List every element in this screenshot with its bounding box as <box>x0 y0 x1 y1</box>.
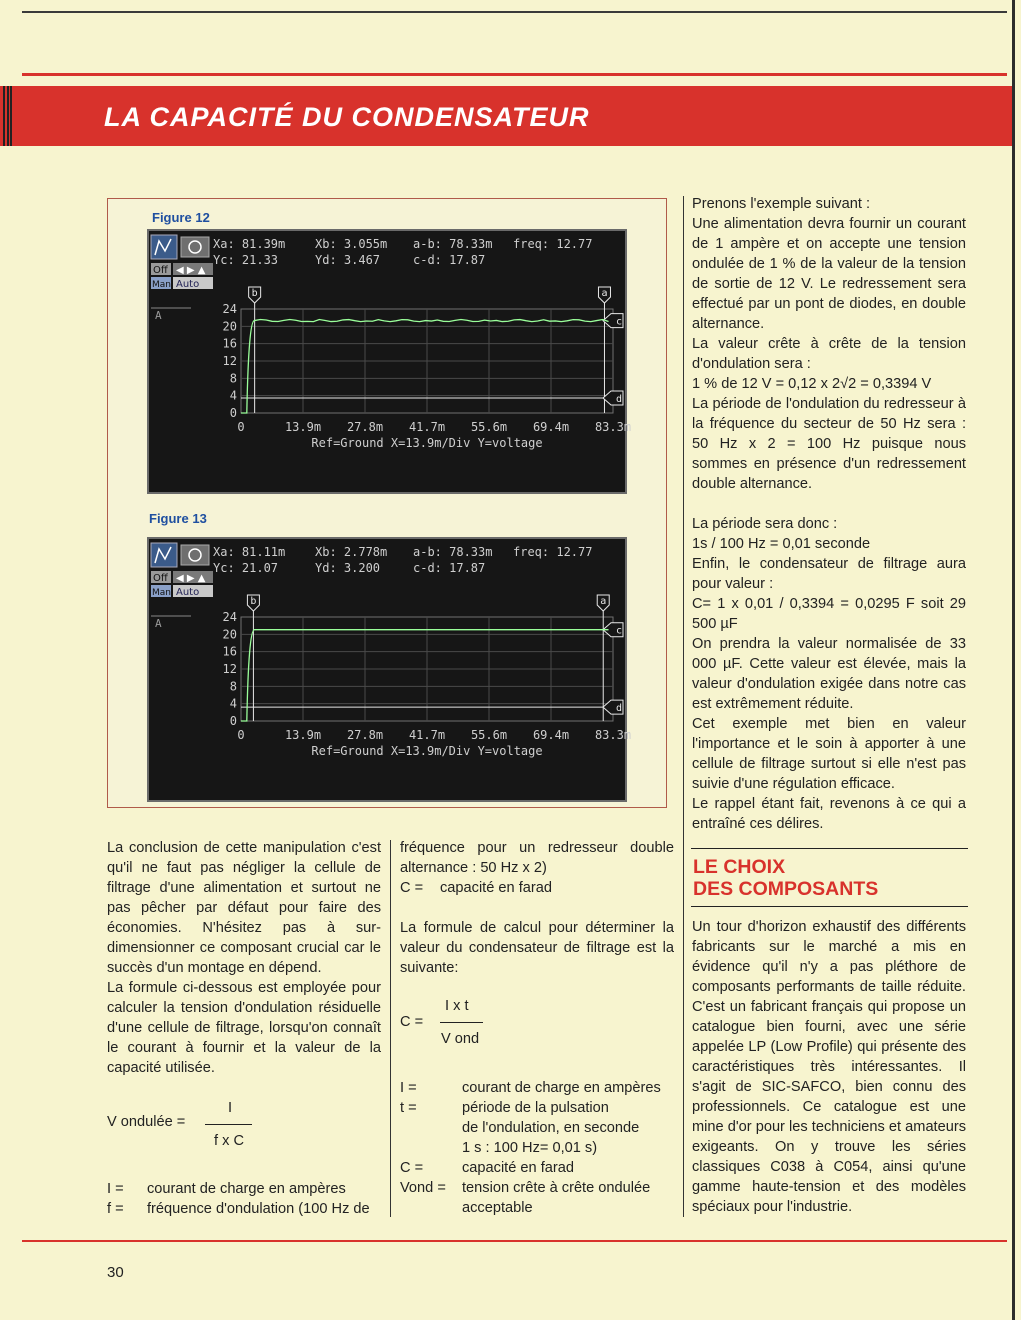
scope-button-label: Off <box>153 573 168 584</box>
right-column-top <box>692 194 966 834</box>
scope-readout: Yd: 3.200 <box>315 561 381 575</box>
def-key: Vond = <box>400 1180 446 1196</box>
scope-cursor-label: a <box>601 288 608 299</box>
scope-x-tick: 27.8m <box>346 420 384 434</box>
def-value: 1 s : 100 Hz= 0,01 s) <box>462 1140 598 1156</box>
top-rule <box>22 11 1007 13</box>
scope-y-tick: 16 <box>222 644 237 659</box>
scope-button-label: Man <box>152 588 171 598</box>
right-paragraph-11: Cet exemple met bien en valeur l'importance et le soin à apporter à une cellule de filtrage surtout si elle n'est pas suivie d'une régulation efficace. <box>692 716 966 792</box>
scope-readout: Yc: 21.07 <box>213 561 279 575</box>
scope-x-tick: 83.3m <box>594 728 632 742</box>
def-value: capacité en farad <box>440 880 552 896</box>
right-paragraph-6: La période sera donc : <box>692 516 838 532</box>
scope-y-tick: 4 <box>229 388 237 403</box>
scope-y-tick: 12 <box>222 354 237 368</box>
scope-readout: Xa: 81.39m <box>213 237 286 251</box>
scope-graph-icon[interactable] <box>151 235 177 259</box>
right-paragraph-3: La valeur crête à crête de la tension d'ondulation sera : <box>692 336 966 372</box>
footer-red-rule <box>22 1240 1007 1242</box>
def-key: f = <box>107 1201 124 1217</box>
def-key: C = <box>400 880 424 896</box>
right-paragraph-9: C= 1 x 0,01 / 0,3394 = 0,0295 F soit 29 500 µF <box>692 596 966 632</box>
def-value: acceptable <box>462 1200 533 1216</box>
scope-graph-icon[interactable] <box>151 543 177 567</box>
title-banner <box>0 86 1015 146</box>
scope-readout: freq: 12.77 <box>513 237 593 251</box>
formula-v-ondulee-lhs: V ondulée = <box>107 1114 186 1130</box>
formula-v-ondulee-denominator: f x C <box>214 1133 244 1149</box>
section-title <box>693 856 878 900</box>
scope-cursor-label: d <box>615 393 623 405</box>
scope-y-tick: 4 <box>229 696 237 711</box>
scope-y-tick: 20 <box>222 319 237 334</box>
scope-readout: freq: 12.77 <box>513 545 593 559</box>
scope-button-label: Man <box>152 280 171 290</box>
right-paragraph-12: Le rappel étant fait, revenons à ce qui a entraîné ces délires. <box>692 796 966 832</box>
def-value: période de la pulsation <box>462 1100 609 1116</box>
scope-y-tick: 16 <box>222 336 237 351</box>
scope-x-tick: 41.7m <box>408 420 446 434</box>
scope-cursor-label: b <box>250 596 257 607</box>
formula-c-lhs: C = <box>400 1014 424 1030</box>
figure-13-label: Figure 13 <box>149 511 207 526</box>
scope-button-label: Auto <box>176 587 200 598</box>
scope-refresh-icon[interactable] <box>181 237 209 257</box>
scope-button-label: Off <box>153 265 168 276</box>
def-value: courant de charge en ampères <box>462 1080 661 1096</box>
right-paragraph-8: Enfin, le condensateur de filtrage aura pour valeur : <box>692 556 966 592</box>
left-column <box>107 838 381 1078</box>
formula-c-numerator: I x t <box>445 998 469 1014</box>
def-key: I = <box>107 1181 124 1197</box>
scope-y-tick: 12 <box>222 662 237 676</box>
def-key: I = <box>400 1080 417 1096</box>
scope-y-tick: 24 <box>222 302 237 316</box>
scope-arrows-icon: ◀ ▶ ▲ <box>176 265 206 276</box>
middle-column <box>400 838 674 978</box>
scope-readout: a-b: 78.33m <box>413 237 493 251</box>
def-value: fréquence d'ondulation (100 Hz de <box>147 1201 370 1217</box>
page-title: LA CAPACITÉ DU CONDENSATEUR <box>104 102 590 132</box>
right-column-bottom <box>692 917 966 1217</box>
scope-button-label: Auto <box>176 279 200 290</box>
scope-x-tick: 0 <box>237 420 245 434</box>
right-paragraph-5: La période de l'ondulation du redresseur à la fréquence du secteur de 50 Hz sera : 50 Hz x 2 = 100 Hz puisque nous sommes en présence d'un redressement double alternance. <box>692 396 966 492</box>
scope-x-tick: 13.9m <box>284 420 322 434</box>
left-paragraph-1: La conclusion de cette manipulation c'est qu'il ne faut pas négliger la cellule de filtrage d'une alimentation et surtout ne pas pêcher par défaut pour faire des économies. N'hésitez pas à sur-dimensionner ce composant crucial car le succès d'un montage en dépend. <box>107 840 381 976</box>
section-title-line-1: LE CHOIX <box>693 856 786 878</box>
scope-cursor-label: c <box>615 316 623 328</box>
formula-v-ondulee-numerator: I <box>228 1100 233 1116</box>
header-red-rule <box>22 73 1007 76</box>
scope-readout: Xa: 81.11m <box>213 545 286 559</box>
section-title-line-2: DES COMPOSANTS <box>693 878 879 900</box>
left-definitions <box>107 1179 387 1219</box>
right-paragraph-7: 1s / 100 Hz = 0,01 seconde <box>692 536 871 552</box>
scope-channel-label: A <box>155 617 162 630</box>
scope-readout: Xb: 3.055m <box>315 237 388 251</box>
scope-cursor-label: b <box>251 288 258 299</box>
scope-readout: Yd: 3.467 <box>315 253 381 267</box>
formula-v-ondulee-fraction-bar <box>205 1124 252 1125</box>
mid-paragraph-2: La formule de calcul pour déterminer la valeur du condensateur de filtrage est la suivante: <box>400 920 674 976</box>
def-key: C = <box>400 1160 424 1176</box>
scope-y-tick: 20 <box>222 627 237 642</box>
scope-y-tick: 24 <box>222 610 237 624</box>
scope-cursor-label: a <box>600 596 607 607</box>
scope-cursor-label: d <box>615 703 623 715</box>
column-divider-right <box>683 196 684 1217</box>
scope-readout: Yc: 21.33 <box>213 253 279 267</box>
scope-x-tick: 55.6m <box>470 420 508 434</box>
figure-12-label: Figure 12 <box>152 210 210 225</box>
left-edge-marks <box>3 86 12 146</box>
def-value: tension crête à crête ondulée <box>462 1180 651 1196</box>
right-paragraph-2: Une alimentation devra fournir un courant de 1 ampère et on accepte une tension ondulée de 1 % de la valeur de la tension de sortie de 12 V. Le redressement sera effectué par un pont de diodes, en double alternance. <box>692 216 966 332</box>
scope-x-tick: 41.7m <box>408 728 446 742</box>
def-value: capacité en farad <box>462 1160 574 1176</box>
scope-x-tick: 0 <box>237 728 245 742</box>
scope-cursor-label: c <box>615 625 623 637</box>
scope-footer: Ref=Ground X=13.9m/Div Y=voltage <box>311 436 543 450</box>
scope-x-tick: 13.9m <box>284 728 322 742</box>
right-paragraph-4: 1 % de 12 V = 0,12 x 2√2 = 0,3394 V <box>692 376 932 392</box>
formula-c-denominator: V ond <box>441 1031 480 1047</box>
formula-c-fraction-bar <box>440 1022 483 1023</box>
scope-y-tick: 8 <box>229 371 237 386</box>
scope-readout: Xb: 2.778m <box>315 545 388 559</box>
scope-y-tick: 8 <box>229 679 237 694</box>
scope-x-tick: 69.4m <box>532 420 570 434</box>
scope-readout: c-d: 17.87 <box>413 561 486 575</box>
scope-readout: c-d: 17.87 <box>413 253 486 267</box>
scope-arrows-icon: ◀ ▶ ▲ <box>176 573 206 584</box>
scope-readout: a-b: 78.33m <box>413 545 493 559</box>
scope-channel-label: A <box>155 309 162 322</box>
scope-x-tick: 69.4m <box>532 728 570 742</box>
scope-y-tick: 0 <box>229 714 237 728</box>
section-rule-bottom <box>691 906 968 907</box>
right-edge-rule <box>1012 0 1015 1320</box>
def-key: t = <box>400 1100 417 1116</box>
middle-definitions <box>400 1078 680 1218</box>
scope-x-tick: 55.6m <box>470 728 508 742</box>
left-paragraph-2: La formule ci-dessous est employée pour calculer la tension d'ondulation résiduelle d'une cellule de filtrage, lorsqu'on connaît le courant à fournir et la valeur de la capacité utilisée. <box>107 980 381 1076</box>
oscilloscope-figure-13 <box>147 537 632 802</box>
page-number: 30 <box>107 1264 124 1281</box>
column-divider-left <box>390 840 391 1217</box>
mid-paragraph-1: fréquence pour un redresseur double alternance : 50 Hz x 2) <box>400 840 674 876</box>
scope-refresh-icon[interactable] <box>181 545 209 565</box>
scope-y-tick: 0 <box>229 406 237 420</box>
section-rule-top <box>691 848 968 849</box>
right-paragraph-10: On prendra la valeur normalisée de 33 000 µF. Cette valeur est élevée, mais la valeur d'ondulation exigée dans notre cas est extrêmement réduite. <box>692 636 966 712</box>
def-value: de l'ondulation, en seconde <box>462 1120 640 1136</box>
scope-x-tick: 83.3m <box>594 420 632 434</box>
right-paragraph-13: Un tour d'horizon exhaustif des différents fabricants sur le marché a mis en évidence qu'il n'y a pas pléthore de composants performants de taille réduite. C'est un fabricant français qui propose un catalogue bien fourni, avec une série appelée LP (Low Profile) qui présente des caractéristiques très intéressantes. Il s'agit de SIC-SAFCO, bien connu des professionnels. Ce catalogue est une mine d'or pour les techniciens et amateurs exigeants. On y trouve les séries classiques C038 à C054, ainsi qu'une gamme haute-tension et des modèles spéciaux pour l'industrie. <box>692 919 966 1215</box>
oscilloscope-figure-12 <box>147 229 632 494</box>
def-value: courant de charge en ampères <box>147 1181 346 1197</box>
right-paragraph-1: Prenons l'exemple suivant : <box>692 196 871 212</box>
scope-footer: Ref=Ground X=13.9m/Div Y=voltage <box>311 744 543 758</box>
scope-x-tick: 27.8m <box>346 728 384 742</box>
